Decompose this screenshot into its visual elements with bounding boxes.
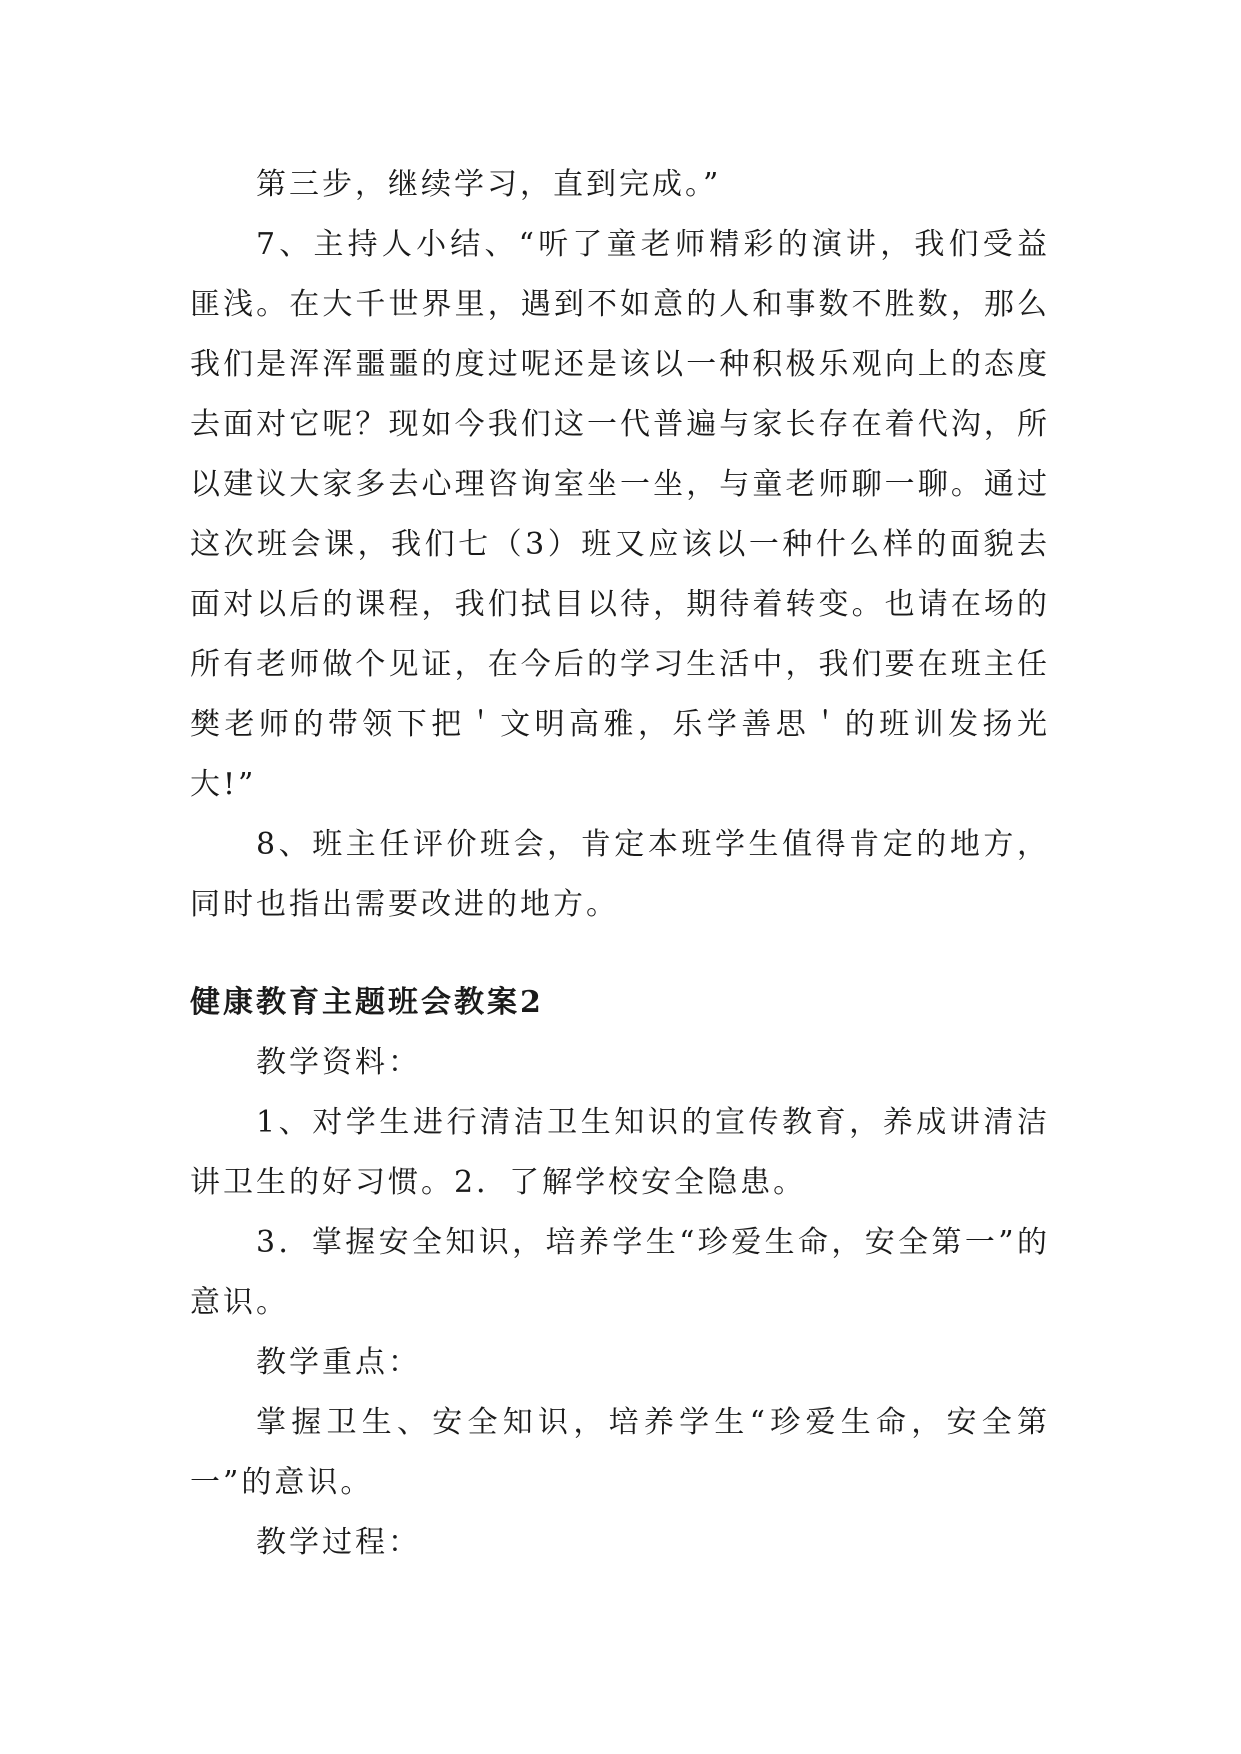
paragraph-key-points: 掌握卫生、安全知识，培养学生“珍爱生命，安全第一”的意识。 xyxy=(190,1405,1050,1500)
section-title: 健康教育主题班会教案2 xyxy=(190,985,544,1020)
paragraph-step-three: 第三步，继续学习，直到完成。” xyxy=(256,167,722,202)
paragraph-hygiene-education: 1、对学生进行清洁卫生知识的宣传教育，养成讲清洁讲卫生的好习惯。2．了解学校安全隐患。 xyxy=(190,1105,1050,1200)
document-page xyxy=(190,155,1050,1573)
paragraph-teacher-evaluation: 8、班主任评价班会，肯定本班学生值得肯定的地方，同时也指出需要改进的地方。 xyxy=(190,827,1050,922)
paragraph-key-points-heading: 教学重点： xyxy=(256,1345,421,1380)
paragraph-teaching-materials-heading: 教学资料： xyxy=(256,1045,421,1080)
paragraph-host-summary: 7、主持人小结、“听了童老师精彩的演讲，我们受益匪浅。在大千世界里，遇到不如意的人和事数不胜数，那么我们是浑浑噩噩的度过呢还是该以一种积极乐观向上的态度去面对它呢？现如今我们这一代普遍与家长存在着代沟，所以建议大家多去心理咨询室坐一坐，与童老师聊一聊。通过这次班会课，我们七（3）班又应该以一种什么样的面貌去面对以后的课程，我们拭目以待，期待着转变。也请在场的所有老师做个见证，在今后的学习生活中，我们要在班主任樊老师的带领下把＇文明高雅，乐学善思＇的班训发扬光大!” xyxy=(190,227,1050,802)
paragraph-teaching-process-heading: 教学过程： xyxy=(256,1525,421,1560)
paragraph-safety-knowledge: 3．掌握安全知识，培养学生“珍爱生命，安全第一”的意识。 xyxy=(190,1225,1050,1320)
